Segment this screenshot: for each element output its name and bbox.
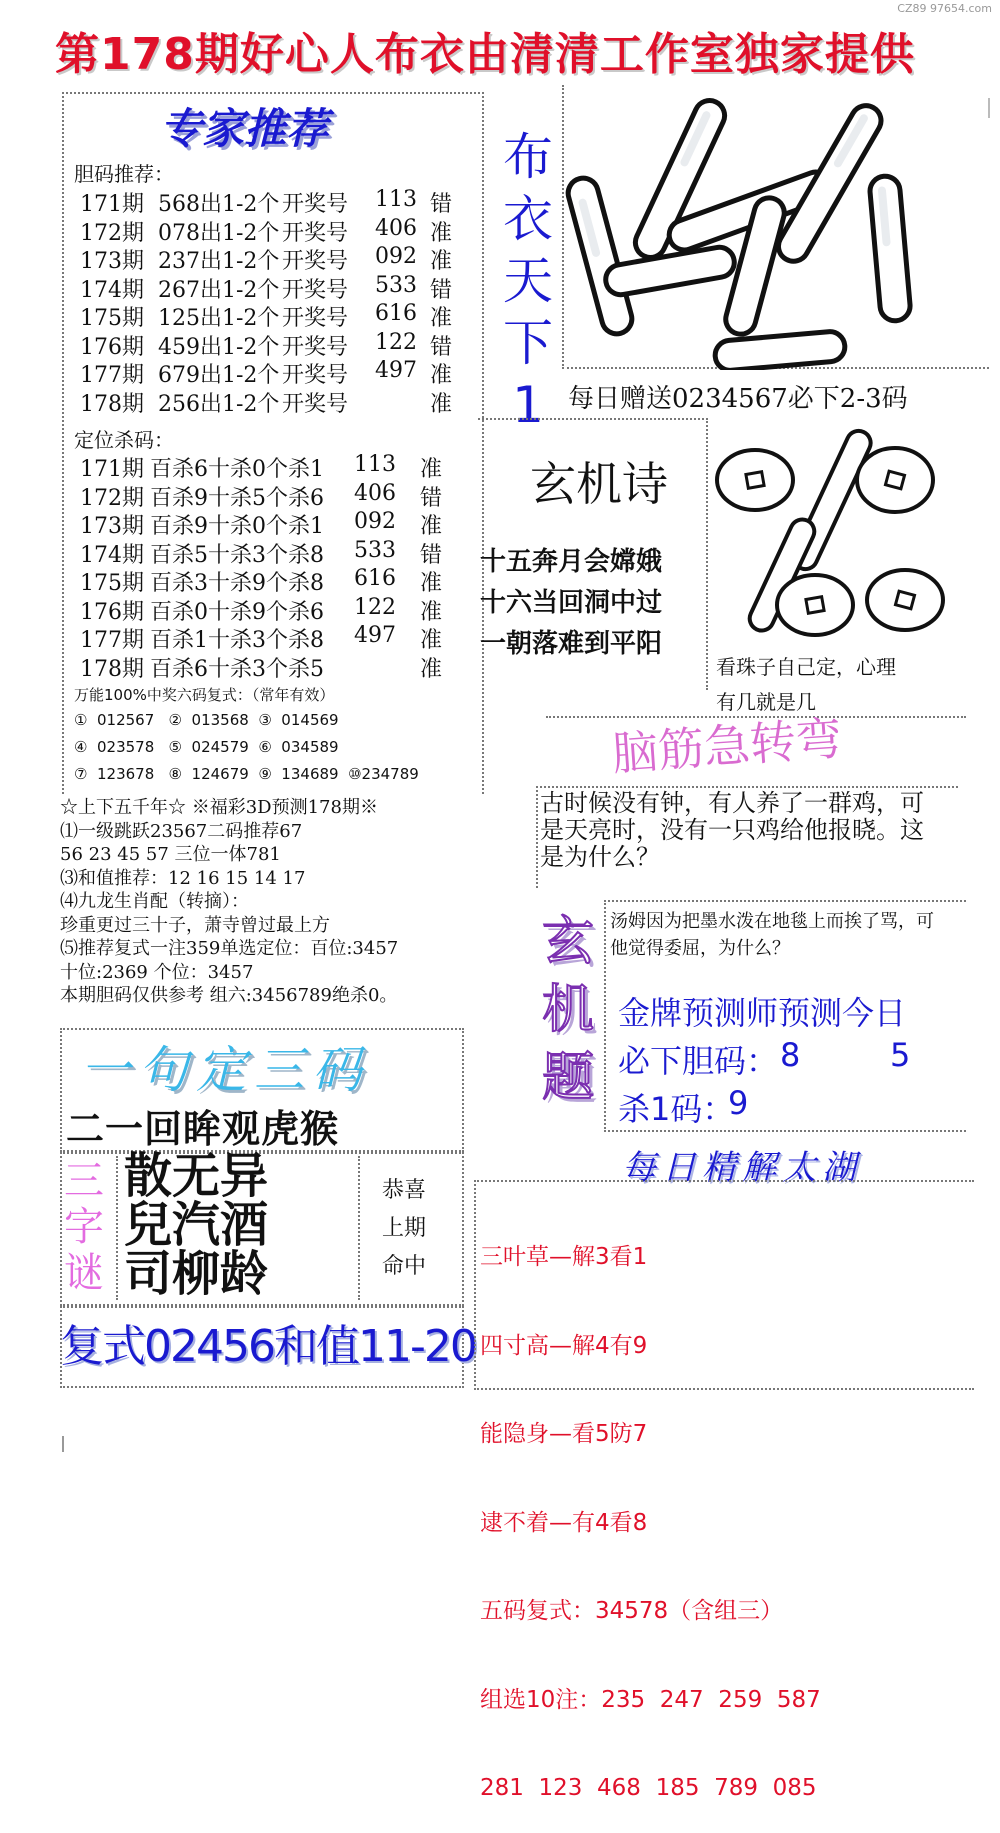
history-line: 十位:2369 个位：3457 — [60, 961, 254, 983]
result-cell: 准 — [420, 599, 443, 625]
result-cell: 准 — [430, 363, 453, 388]
period-cell: 173期 — [80, 514, 144, 539]
result-cell: 准 — [430, 220, 453, 246]
one-line-heading: 一句定三码 — [80, 1041, 370, 1099]
mystery-char: 玄 — [541, 912, 594, 972]
kill-label: 杀1码： — [618, 1090, 735, 1128]
period-cell: 171期 — [80, 457, 144, 482]
brain-question: 古时候没有钟，有人养了一群鸡，可是天亮时，没有一只鸡给他报晓。这是为什么？ — [540, 789, 924, 871]
page-title: 第178期好心人布衣由清清工作室独家提供 — [55, 29, 915, 80]
number-cell: 497 — [354, 623, 396, 648]
number-cell: 533 — [375, 272, 417, 298]
riddle-line: 散无异 — [124, 1148, 269, 1204]
pea-icon — [869, 175, 912, 322]
gold-title: 金牌预测师预测今日 — [618, 994, 907, 1032]
riddle-divider — [116, 1156, 118, 1300]
result-cell: 准 — [420, 457, 443, 482]
taihu-line: 能隐身—看5防7 — [480, 1421, 648, 1447]
table-row — [80, 216, 480, 245]
label-cell: 开奖号 — [282, 192, 349, 217]
result-cell: 准 — [430, 249, 453, 274]
riddle-label-char: 三 — [64, 1158, 104, 1204]
recommend-cell: 267出1-2个 — [158, 277, 280, 303]
period-cell: 177期 — [80, 363, 144, 388]
recommend-cell: 125出1-2个 — [158, 306, 280, 331]
period-cell: 172期 — [80, 485, 144, 511]
buyi-vertical — [496, 126, 560, 436]
riddle-line: 司柳龄 — [124, 1246, 269, 1302]
kill-value: 9 — [728, 1084, 749, 1122]
table-row — [80, 387, 480, 416]
number-cell: 533 — [354, 537, 396, 563]
taihu-line: 四寸高—解4有9 — [480, 1332, 648, 1359]
number-cell: 113 — [375, 187, 417, 212]
result-cell: 准 — [420, 656, 443, 682]
buyi-char: 天 — [503, 252, 553, 310]
number-cell: 616 — [354, 566, 396, 591]
label-cell: 开奖号 — [282, 306, 349, 331]
period-cell: 171期 — [80, 192, 144, 217]
buyi-char: 布 — [503, 128, 553, 186]
table-row — [80, 330, 480, 359]
label-cell: 开奖号 — [282, 249, 349, 274]
six-code-line: ① 012567 ② 013568 ③ 014569 — [74, 711, 339, 729]
taihu-heading: 每日精解太湖 — [622, 1148, 862, 1188]
must-label: 必下胆码： — [618, 1042, 779, 1080]
history-line: 珍重更过三十子，萧寺曾过最上方 — [60, 914, 330, 936]
mystery-char: 题 — [541, 1048, 594, 1108]
dan-title: 胆码推荐： — [74, 162, 174, 186]
recommend-cell: 078出1-2个 — [158, 220, 280, 246]
poem-title: 玄机诗 — [530, 457, 668, 511]
history-line: 56 23 45 57 三位一体781 — [60, 844, 281, 865]
result-cell: 准 — [430, 391, 453, 417]
period-cell: 174期 — [80, 277, 144, 303]
recommend-cell: 百杀6十杀0个杀1 — [150, 457, 324, 482]
must-value-a: 8 — [780, 1036, 801, 1074]
recommend-cell: 百杀9十杀0个杀1 — [150, 514, 324, 539]
history-line: ⑴一级跳跃23567二码推荐67 — [60, 820, 303, 842]
period-cell: 178期 — [80, 391, 144, 417]
number-cell: 092 — [354, 509, 396, 534]
number-cell: 406 — [375, 215, 417, 241]
riddle-label — [64, 1158, 108, 1296]
period-cell: 173期 — [80, 249, 144, 274]
mystery-question: 汤姆因为把墨水泼在地毯上而挨了骂，可他觉得委屈，为什么？ — [610, 911, 934, 959]
result-cell: 准 — [420, 571, 443, 596]
result-cell: 错 — [420, 542, 443, 568]
pea-icon — [565, 175, 635, 337]
history-block — [60, 796, 490, 1008]
riddle-divider — [358, 1156, 360, 1300]
result-cell: 错 — [430, 192, 453, 217]
riddle-label-char: 谜 — [64, 1250, 104, 1296]
label-cell: 开奖号 — [282, 277, 349, 303]
poem-lines — [480, 542, 662, 665]
table-row — [80, 244, 480, 273]
bottom-left-text: 复式02456和值11-20 — [60, 1321, 476, 1372]
pearl-line: 看珠子自己定，心理 — [716, 655, 896, 679]
table-row — [80, 652, 480, 681]
table-row — [80, 273, 480, 302]
table-row — [80, 452, 480, 481]
table-row — [80, 595, 480, 624]
recommend-cell: 百杀9十杀5个杀6 — [150, 485, 324, 511]
taihu-line: 三叶草—解3看1 — [480, 1244, 648, 1270]
mystery-char: 机 — [541, 980, 594, 1040]
number-cell: 092 — [375, 244, 417, 269]
coins-illustration — [710, 420, 960, 645]
period-cell: 176期 — [80, 334, 144, 360]
taihu-line: 五码复式：34578（含组三） — [480, 1598, 784, 1624]
period-cell: 176期 — [80, 599, 144, 625]
table-row — [80, 358, 480, 387]
recommend-cell: 568出1-2个 — [158, 192, 280, 217]
result-cell: 错 — [420, 485, 443, 511]
taihu-line: 281 123 468 185 789 085 — [480, 1775, 817, 1801]
buyi-char: 1 — [512, 376, 544, 434]
label-cell: 开奖号 — [282, 334, 349, 360]
recommend-cell: 679出1-2个 — [158, 363, 280, 388]
taihu-lines — [480, 1184, 821, 1833]
result-cell: 准 — [430, 306, 453, 331]
pea-icon — [714, 330, 846, 370]
result-cell: 准 — [420, 628, 443, 653]
number-cell: 616 — [375, 301, 417, 326]
kill-title: 定位杀码： — [74, 428, 174, 452]
number-cell: 122 — [354, 594, 396, 620]
period-cell: 175期 — [80, 571, 144, 596]
recommend-cell: 百杀3十杀9个杀8 — [150, 571, 324, 596]
riddle-lines — [124, 1148, 269, 1302]
recommend-cell: 百杀0十杀9个杀6 — [150, 599, 324, 625]
period-cell: 174期 — [80, 542, 144, 568]
result-cell: 错 — [430, 334, 453, 360]
recommend-cell: 百杀5十杀3个杀8 — [150, 542, 324, 568]
riddle-label-char: 字 — [64, 1204, 104, 1250]
riddle-line: 兒汽酒 — [124, 1197, 269, 1253]
recommend-cell: 百杀6十杀3个杀5 — [150, 656, 324, 682]
congrats-line: 命中 — [382, 1254, 427, 1279]
buyi-char: 衣 — [503, 190, 553, 248]
recommend-cell: 百杀1十杀3个杀8 — [150, 628, 324, 653]
recommend-cell: 256出1-2个 — [158, 391, 280, 417]
one-line-text: 二一回眸观虎猴 — [66, 1107, 340, 1151]
period-cell: 177期 — [80, 628, 144, 653]
result-cell: 错 — [430, 277, 453, 303]
table-row — [80, 301, 480, 330]
poem-line: 十六当回洞中过 — [480, 588, 663, 618]
six-code-title: 万能100%中奖六码复式：（常年有效） — [74, 686, 335, 704]
buyi-char: 下 — [503, 314, 553, 372]
pea-icon — [603, 245, 736, 297]
six-code-line: ⑦ 123678 ⑧ 124679 ⑨ 134689 ⑩234789 — [74, 765, 419, 783]
poem-line: 一朝落难到平阳 — [480, 629, 663, 659]
number-cell: 122 — [375, 329, 417, 355]
history-line: ☆上下五千年☆ ※福彩3D预测178期※ — [60, 797, 378, 818]
must-value-b: 5 — [890, 1036, 911, 1074]
table-row — [80, 481, 480, 510]
six-code-line: ④ 023578 ⑤ 024579 ⑥ 034589 — [74, 738, 339, 756]
watermark: CZ89 97654.com — [897, 2, 992, 15]
recommend-cell: 459出1-2个 — [158, 334, 280, 360]
congrats — [382, 1172, 426, 1286]
period-cell: 178期 — [80, 656, 144, 682]
recommend-cell: 237出1-2个 — [158, 249, 280, 274]
history-line: ⑸推荐复式一注359单选定位：百位:3457 — [60, 938, 399, 959]
table-row — [80, 538, 480, 567]
number-cell: 406 — [354, 480, 396, 506]
peas-illustration — [565, 86, 985, 370]
daily-gift: 每日赠送0234567必下2-3码 — [568, 384, 908, 414]
period-cell: 172期 — [80, 220, 144, 246]
history-line: 本期胆码仅供参考 组六:3456789绝杀0。 — [60, 985, 398, 1006]
edge-mark — [62, 1436, 64, 1452]
poem-line: 十五奔月会嫦娥 — [480, 547, 663, 577]
congrats-line: 上期 — [382, 1216, 427, 1241]
label-cell: 开奖号 — [282, 391, 349, 417]
taihu-line: 逮不着—有4看8 — [480, 1509, 648, 1536]
pearl-line: 有几就是几 — [716, 690, 816, 714]
history-line: ⑷九龙生肖配（转摘）： — [60, 891, 249, 912]
taihu-line: 组选10注：235 247 259 587 — [480, 1686, 821, 1713]
dan-table — [80, 187, 480, 417]
brain-heading: 脑筋急转弯 — [610, 711, 844, 781]
table-row — [80, 187, 480, 216]
expert-heading: 专家推荐 — [160, 104, 329, 153]
history-line: ⑶和值推荐：12 16 15 14 17 — [60, 867, 306, 889]
kill-table — [80, 452, 480, 682]
number-cell: 497 — [375, 358, 417, 383]
label-cell: 开奖号 — [282, 363, 349, 388]
label-cell: 开奖号 — [282, 220, 349, 246]
congrats-line: 恭喜 — [382, 1178, 427, 1203]
period-cell: 175期 — [80, 306, 144, 331]
table-row — [80, 566, 480, 595]
table-row — [80, 623, 480, 652]
result-cell: 准 — [420, 514, 443, 539]
table-row — [80, 509, 480, 538]
mystery-vertical — [536, 908, 600, 1112]
number-cell: 113 — [354, 452, 396, 477]
